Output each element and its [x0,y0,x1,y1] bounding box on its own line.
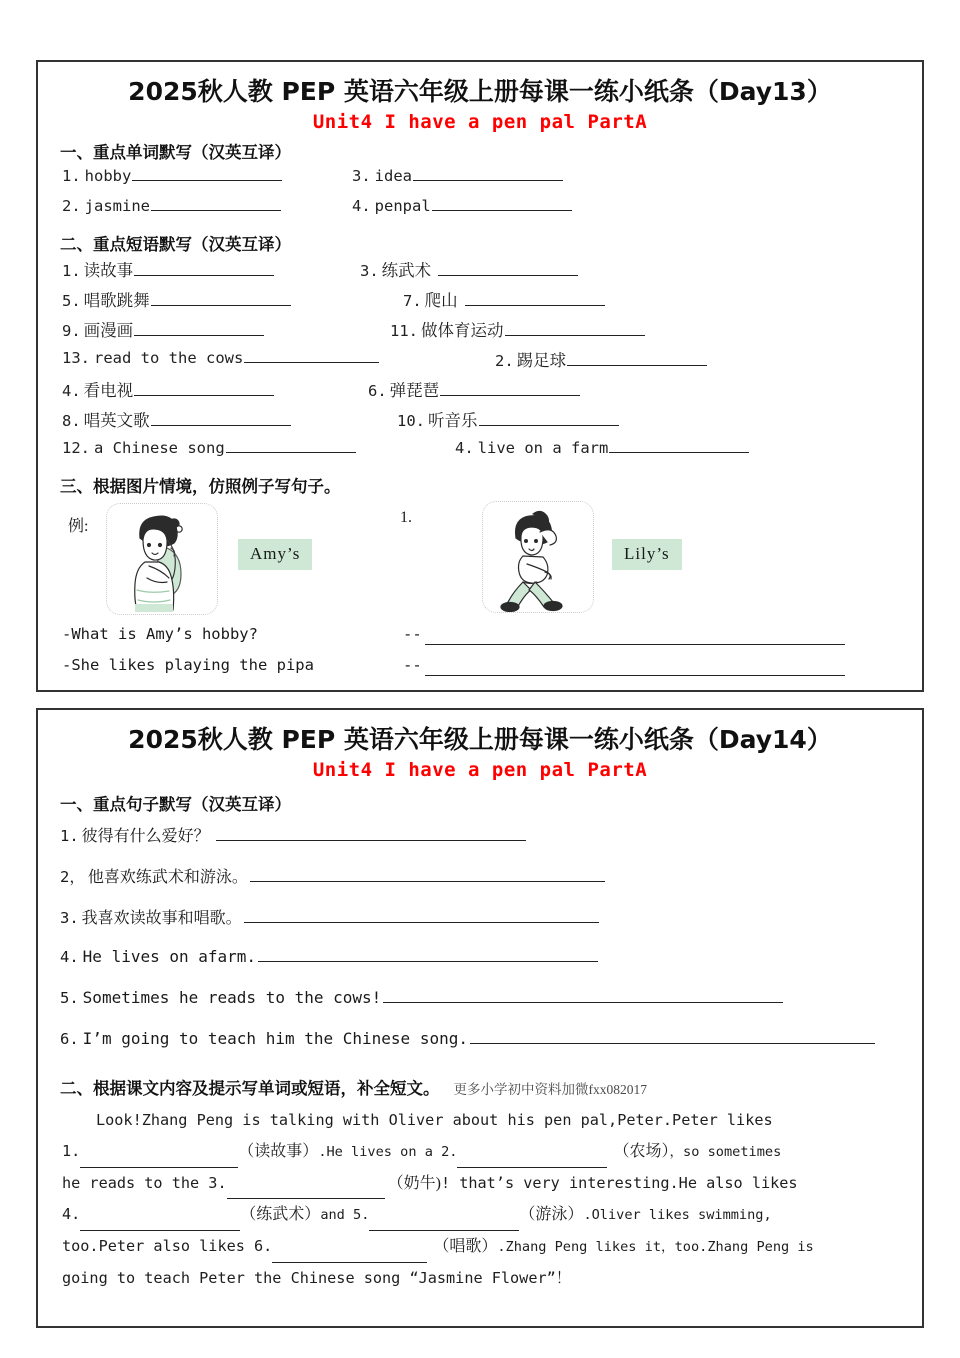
example-marker: 例: [68,517,89,535]
qa-answer: -She likes playing the pipa [62,655,314,674]
worksheet-card-day13 [36,60,924,692]
passage-hint: （读故事） [238,1142,319,1160]
answer-blank[interactable] [134,320,264,336]
answer-blank[interactable] [227,1184,385,1199]
answer-blank[interactable] [151,290,291,306]
day14-section2-headrow [52,1075,908,1099]
picture-prompt-area [60,499,908,625]
answer-blank[interactable] [438,260,578,276]
sentence-number: 4. [60,947,79,966]
phrase-row [60,437,908,467]
answer-blank[interactable] [413,165,563,181]
qa-dash: -- [403,655,422,674]
phrase-number: 2. [495,351,514,370]
day14-section2-heading: 二、根据课文内容及提示写单词或短语，补全短文。 [60,1078,440,1098]
passage-line [62,1199,908,1231]
phrase-text: a Chinese song [94,438,225,457]
phrase-text: 唱歌跳舞 [83,290,150,310]
word-text: penpal [374,196,431,215]
sentence-row [60,946,908,987]
phrase-row [60,287,908,317]
blank-number: 4. [62,1204,81,1223]
phrase-number: 11. [390,321,418,340]
passage-hint: （农场） [613,1142,670,1160]
phrase-text: 看电视 [83,380,134,400]
sentence-text: 他喜欢练武术和游泳。 [87,868,248,886]
passage-text: and 5. [320,1206,370,1223]
word-row [60,195,908,225]
phrase-row [60,317,908,347]
answer-blank[interactable] [432,195,572,211]
watermark-text: 更多小学初中资料加微fxx082017 [453,1081,647,1097]
phrase-number: 10. [397,411,425,430]
sentence-row [60,864,908,905]
phrase-number: 5. [62,291,81,310]
answer-blank[interactable] [134,260,274,276]
answer-blank[interactable] [425,675,845,676]
phrase-text: live on a farm [477,438,609,457]
phrase-text: 画漫画 [83,320,134,340]
item-marker-1: 1. [400,508,412,526]
passage-text: .Zhang Peng likes it，too.Zhang Peng is [497,1238,814,1255]
cloze-passage [62,1105,908,1294]
sentence-text: He lives on afarm. [82,946,257,966]
answer-blank[interactable] [258,946,598,962]
sentence-text: Sometimes he reads to the cows! [82,987,382,1007]
passage-line [62,1263,908,1294]
word-text: hobby [84,166,132,185]
phrase-text: 踢足球 [516,350,567,370]
day13-title: 2025秋人教 PEP 英语六年级上册每课一练小纸条（Day13） [128,77,832,106]
phrase-text: 唱英文歌 [83,410,150,430]
sentence-number: 1. [60,826,79,845]
passage-text: ，so sometimes [669,1143,782,1160]
picture-card-lily [482,501,594,613]
phrase-text: 做体育运动 [421,320,504,340]
blank-number: 1. [62,1141,81,1160]
passage-line [62,1136,908,1168]
passage-line [62,1168,908,1199]
day13-section2-heading: 二、重点短语默写（汉英互译） [60,234,291,254]
sentence-number: 5. [60,988,79,1007]
answer-blank[interactable] [244,907,599,923]
word-number: 3. [352,166,371,185]
answer-blank[interactable] [134,380,274,396]
answer-blank[interactable] [80,1216,240,1231]
answer-blank[interactable] [505,320,645,336]
answer-blank[interactable] [151,195,281,211]
sentence-number: 3. [60,908,79,927]
passage-text: too.Peter also likes 6. [62,1236,273,1255]
day14-subtitle: Unit4 I have a pen pal PartA [312,758,648,781]
phrase-text: 爬山 [424,290,458,310]
answer-blank[interactable] [216,825,526,841]
passage-hint: （奶牛) [387,1174,441,1192]
phrase-row [60,257,908,287]
passage-hint: （练武术） [240,1205,321,1223]
phrase-number: 3. [360,261,379,280]
sentence-row [60,905,908,946]
phrase-number: 7. [403,291,422,310]
phrase-row [60,407,908,437]
word-number: 1. [62,166,81,185]
passage-text: .He lives on a 2. [318,1143,458,1160]
phrase-number: 4. [62,381,81,400]
phrase-text: read to the cows [94,348,244,367]
day14-title: 2025秋人教 PEP 英语六年级上册每课一练小纸条（Day14） [128,725,832,754]
answer-blank[interactable] [465,290,605,306]
phrase-number: 13. [62,348,90,367]
answer-blank[interactable] [567,350,707,366]
passage-hint: （唱歌） [433,1237,498,1255]
answer-blank[interactable] [440,380,580,396]
qa-dash: -- [403,624,422,643]
word-number: 4. [352,196,371,215]
answer-blank[interactable] [272,1248,427,1263]
qa-row [60,656,908,687]
answer-blank[interactable] [80,1153,238,1168]
phrase-number: 8. [62,411,81,430]
sentence-number: 2， [60,867,85,886]
passage-text: .Oliver likes swimming, [583,1206,772,1223]
qa-question: -What is Amy’s hobby? [62,624,258,643]
passage-hint: （游泳） [519,1205,584,1223]
answer-blank[interactable] [470,1028,875,1044]
answer-blank[interactable] [250,866,605,882]
sentence-row [60,823,908,864]
answer-blank[interactable] [425,644,845,645]
day13-subtitle: Unit4 I have a pen pal PartA [312,110,648,133]
phrase-number: 1. [62,261,81,280]
answer-blank[interactable] [132,165,282,181]
phrase-text: 弹琵琶 [389,380,440,400]
worksheet-card-day14 [36,708,924,1328]
sentence-text: 彼得有什么爱好？ [81,827,210,845]
answer-blank[interactable] [151,410,291,426]
name-tag-lily: Lily’s [612,539,682,570]
sentence-row [60,1028,908,1069]
passage-line [62,1231,908,1263]
answer-blank[interactable] [369,1216,519,1231]
phrase-text: 练武术 [381,260,432,280]
phrase-number: 6. [368,381,387,400]
day14-section1-heading: 一、重点句子默写（汉英互译） [60,794,291,814]
answer-blank[interactable] [609,437,749,453]
passage-text: going to teach Peter the Chinese song “Jasmine Flower”！ [62,1268,571,1287]
phrase-number: 9. [62,321,81,340]
passage-line [62,1105,908,1136]
phrase-text: 读故事 [83,260,134,280]
answer-blank[interactable] [226,437,356,453]
passage-text: ! that’s very interesting.He also likes [440,1173,798,1192]
girl-doing-kungfu-icon [483,502,593,612]
phrase-row [60,377,908,407]
passage-text: he reads to the 3. [62,1173,227,1192]
sentence-number: 6. [60,1029,79,1048]
word-row [60,165,908,195]
sentence-text: I’m going to teach him the Chinese song. [82,1028,468,1048]
picture-card-amy [106,503,218,615]
answer-blank[interactable] [244,347,379,363]
day13-section3-heading: 三、根据图片情境，仿照例子写句子。 [60,476,341,496]
word-text: jasmine [84,196,150,215]
passage-text: Look!Zhang Peng is talking with Oliver about his pen pal,Peter.Peter likes [96,1110,773,1129]
answer-blank[interactable] [383,987,783,1003]
phrase-text: 听音乐 [428,410,478,430]
phrase-number: 4. [455,438,474,457]
word-text: idea [374,166,412,185]
sentence-row [60,987,908,1028]
phrase-number: 12. [62,438,90,457]
name-tag-amy: Amy’s [238,539,312,570]
answer-blank[interactable] [479,410,619,426]
qa-row [60,625,908,656]
girl-playing-pipa-icon [107,504,217,614]
day13-section1-heading: 一、重点单词默写（汉英互译） [60,142,291,162]
phrase-row [60,347,908,377]
word-number: 2. [62,196,81,215]
answer-blank[interactable] [457,1153,607,1168]
sentence-text: 我喜欢读故事和唱歌。 [81,909,242,927]
